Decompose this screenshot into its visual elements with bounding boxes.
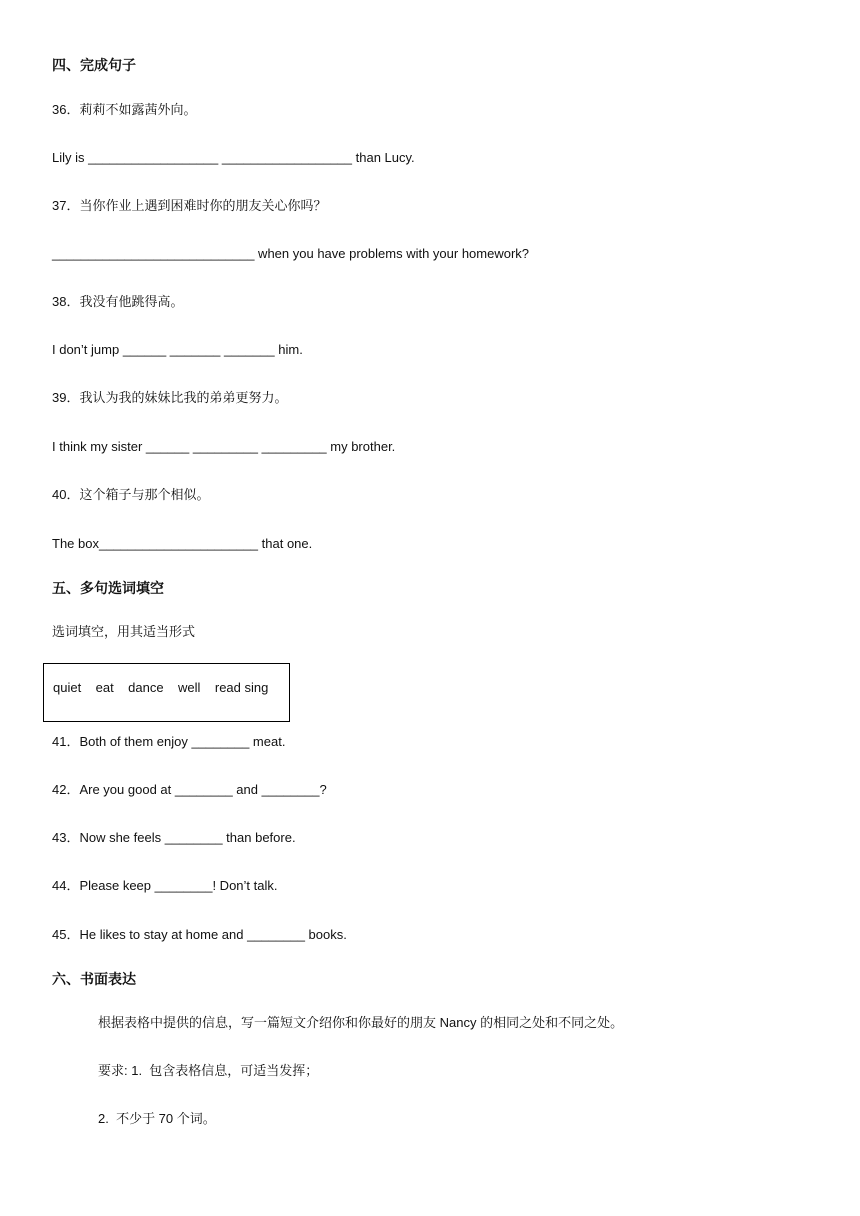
- question-43: 43．Now she feels ________ than before.: [52, 830, 296, 845]
- writing-requirement-1: 要求: 1. 包含表格信息，可适当发挥；: [98, 1063, 319, 1078]
- section-heading-4: 四、完成句子: [52, 57, 136, 73]
- question-44: 44．Please keep ________! Don’t talk.: [52, 878, 278, 893]
- answer-line-40: The box______________________ that one.: [52, 536, 313, 551]
- writing-prompt: 根据表格中提供的信息，写一篇短文介绍你和你最好的朋友 Nancy 的相同之处和不同之处。: [98, 1015, 624, 1030]
- question-38: 38．我没有他跳得高。: [52, 294, 184, 309]
- part5-instruction: 选词填空，用其适当形式: [52, 624, 196, 639]
- word-box: [43, 663, 290, 722]
- answer-line-39: I think my sister ______ _________ _________ my brother.: [52, 439, 396, 454]
- question-42: 42．Are you good at ________ and ________?: [52, 782, 327, 797]
- writing-requirement-2: 2. 不少于 70 个词。: [98, 1111, 216, 1126]
- question-40: 40．这个箱子与那个相似。: [52, 487, 210, 502]
- question-39: 39．我认为我的妹妹比我的弟弟更努力。: [52, 390, 288, 405]
- question-37: 37．当你作业上遇到困难时你的朋友关心你吗？: [52, 198, 327, 213]
- answer-line-38: I don’t jump ______ _______ _______ him.: [52, 342, 303, 357]
- word-box-words: quiet eat dance well read sing: [53, 680, 269, 695]
- question-36: 36．莉莉不如露茜外向。: [52, 102, 197, 117]
- section-heading-6: 六、书面表达: [52, 971, 136, 987]
- answer-line-36: Lily is __________________ __________________ than Lucy.: [52, 150, 415, 165]
- answer-line-37: ____________________________ when you have problems with your homework?: [52, 246, 530, 261]
- question-41: 41．Both of them enjoy ________ meat.: [52, 734, 286, 749]
- question-45: 45．He likes to stay at home and ________ books.: [52, 927, 347, 942]
- section-heading-5: 五、多句选词填空: [52, 580, 164, 596]
